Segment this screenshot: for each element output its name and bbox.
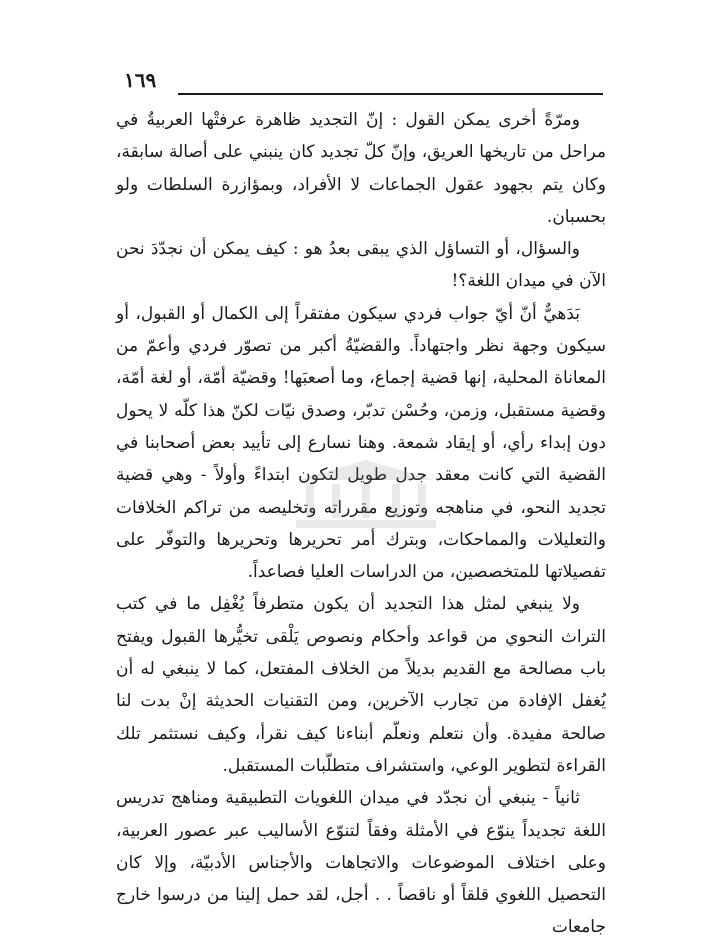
paragraph: والسؤال، أو التساؤل الذي يبقى بعدُ هو : كيف يمكن أن نجدّدَ نحن الآن في ميدان اللغة؟! bbox=[116, 239, 606, 292]
paragraph: ولا ينبغي لمثل هذا التجديد أن يكون متطرفاً يُغْفِل ما في كتب التراث النحوي من قواعد وأحكام ونصوص يَلْقى تخيُّرها القبول ويفتح باب مصالحة مع القديم بديلاً من الخلاف المفتعل، كما لا ينبغي له أن يُغفل الإفادة من تجارب الآخرين، ومن التقنيات الحديثة إنْ بدت لنا صالحة مفيدة. وأن نتعلم ونعلّم أبناءنا كيف نقرأ، وكيف نستثمر تلك القراءة لتطوير الوعي، واستشراف متطلّبات المستقبل. bbox=[116, 594, 606, 776]
paragraph: ثانياً - ينبغي أن نجدّد في ميدان اللغويات التطبيقية ومناهج تدريس اللغة تجديداً ينوّع في الأمثلة وفقاً لتنوّع الأساليب عبر عصور العربية، وعلى اختلاف الموضوعات والاتجاهات والأجناس الأدبيّة، وإلا كان التحصيل اللغوي قلقاً أو ناقصاً . . أجل، لقد حمل إلينا من درسوا خارج جامعات bbox=[116, 788, 606, 938]
body-text bbox=[116, 104, 606, 944]
page-number: ١٦٩ bbox=[124, 68, 157, 92]
paragraph: ومرّةً أخرى يمكن القول : إنّ التجديد ظاهرة عرفتْها العربيةُ في مراحل من تاريخها العريق، وإنّ كلّ تجديد كان ينبني على أصالة سابقة، وكان يتم بجهود عقول الجماعات لا الأفراد، وبمؤازرة السلطات ولو بحسبان. bbox=[116, 110, 606, 227]
paragraph: بَدَهيٌّ أنّ أيّ جواب فردي سيكون مفتقراً إلى الكمال أو القبول، أو سيكون وجهة نظر واجتهاداً. والقضيّةُ أكبر من تصوّر فردي وأعمّ من المعاناة المحلية، إنها قضية إجماع، وما أصعبَها! وقضيّة أمّة، أو لغة أمّة، وقضية مستقبل، وزمن، وحُسْن تدبّر، وصدق نيّات لكنّ هذا كلّه لا يحول دون إبداء رأي، أو إيقاد شمعة. وهنا نسارع إلى تأييد بعض أصحابنا في القضية التي كانت معقد جدل طويل لتكون ابتداءً وأولاً - وهي قضية تجديد النحو، في مناهجه وتوزيع مقرراته وتخليصه من تراكم الخلافات والتعليلات والمماحكات، وبترك أمر تحريرها وتحريرها والتوفّر على تفصيلاتها للمتخصصين، من الدراسات العليا فصاعداً. bbox=[116, 303, 606, 583]
header-rule bbox=[178, 93, 603, 95]
